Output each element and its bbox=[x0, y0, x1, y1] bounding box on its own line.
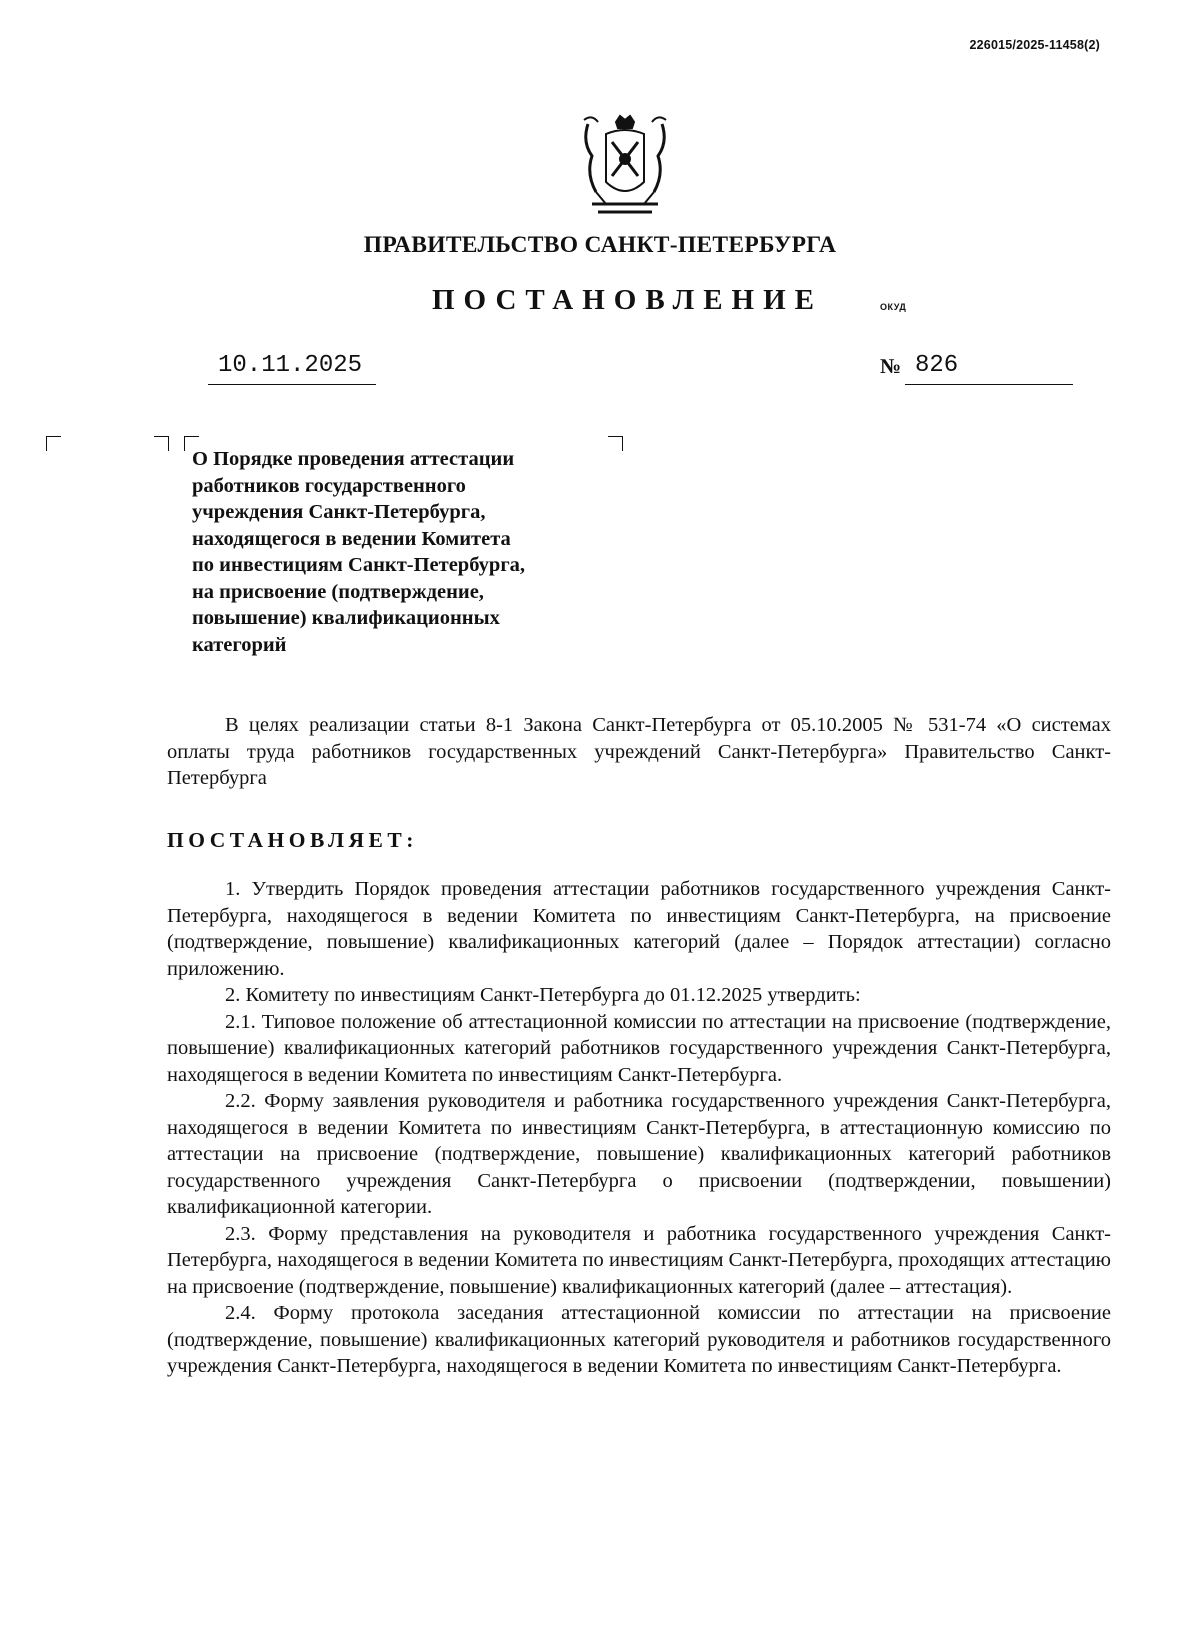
document-title bbox=[192, 446, 612, 658]
title-line: находящегося в ведении Комитета bbox=[192, 527, 511, 550]
margin-bracket-left bbox=[46, 436, 61, 451]
preamble: В целях реализации статьи 8-1 Закона Санкт-Петербурга от 05.10.2005 № 531-74 «О системах оплаты труда работников государственных учреждений Санкт-Петербурга» Правительство Санкт-Петербурга bbox=[167, 714, 1111, 789]
number-label: № bbox=[880, 354, 902, 378]
resolution-item: 1. Утвердить Порядок проведения аттестации работников государственного учреждения Санкт-Петербурга, находящегося в ведении Комитета по инвестициям Санкт-Петербурга, на присвоение (подтверждение, повышение) квалификационных категорий (далее – Порядок аттестации) согласно приложению. bbox=[167, 878, 1111, 980]
resolution-item: 2.1. Типовое положение об аттестационной комиссии по аттестации на присвоение (подтверждение, повышение) квалификационных категорий работников государственного учреждения Санкт-Петербурга, находящегося в ведении Комитета по инвестициям Санкт-Петербурга. bbox=[167, 1010, 1111, 1086]
title-line: О Порядке проведения аттестации bbox=[192, 448, 515, 470]
government-heading: ПРАВИТЕЛЬСТВО САНКТ-ПЕТЕРБУРГА bbox=[363, 232, 837, 258]
date-underline bbox=[208, 384, 376, 385]
resolution-item: 2.4. Форму протокола заседания аттестационной комиссии по аттестации на присвоение (подтверждение, повышение) квалификационных категорий руководителя и работников государственного учреждения Санкт-Петербурга, находящегося в ведении Комитета по инвестициям Санкт-Петербурга. bbox=[167, 1302, 1111, 1377]
title-line: работников государственного bbox=[192, 474, 466, 497]
resolution-item: 2. Комитету по инвестициям Санкт-Петербурга до 01.12.2025 утвердить: bbox=[225, 984, 861, 1006]
saint-petersburg-coat-of-arms-icon bbox=[578, 112, 672, 220]
title-bracket-left-outer bbox=[154, 436, 169, 451]
title-line: повышение) квалификационных bbox=[192, 607, 500, 629]
resolution-items bbox=[167, 876, 1111, 1380]
title-line: на присвоение (подтверждение, bbox=[192, 580, 484, 603]
title-line: по инвестициям Санкт-Петербурга, bbox=[192, 554, 526, 576]
document-type: ПОСТАНОВЛЕНИЕ bbox=[432, 284, 824, 316]
document-number: 826 bbox=[915, 352, 959, 379]
number-underline bbox=[905, 384, 1073, 385]
preamble-block bbox=[167, 712, 1111, 792]
registration-number: 226015/2025-11458(2) bbox=[969, 38, 1100, 52]
document-date: 10.11.2025 bbox=[218, 352, 363, 379]
resolution-item: 2.3. Форму представления на руководителя и работника государственного учреждения Санкт-Петербурга, находящегося в ведении Комитета по инвестициям Санкт-Петербурга, проходящих аттестацию на присвоение (подтверждение, повышение) квалификационных категорий (далее – аттестация). bbox=[167, 1222, 1111, 1298]
okud-label: ОКУД bbox=[880, 302, 907, 312]
title-line: категорий bbox=[192, 633, 287, 656]
title-line: учреждения Санкт-Петербурга, bbox=[192, 501, 486, 523]
resolution-item: 2.2. Форму заявления руководителя и работника государственного учреждения Санкт-Петербурга, находящегося в ведении Комитета по инвестициям Санкт-Петербурга, в аттестационную комиссию по аттестации на присвоение (подтверждение, повышение) квалификационных категорий работников государственного учреждения Санкт-Петербурга о присвоении (подтверждении, повышении) квалификационной категории. bbox=[167, 1090, 1111, 1218]
resolves-heading: ПОСТАНОВЛЯЕТ: bbox=[167, 828, 418, 852]
